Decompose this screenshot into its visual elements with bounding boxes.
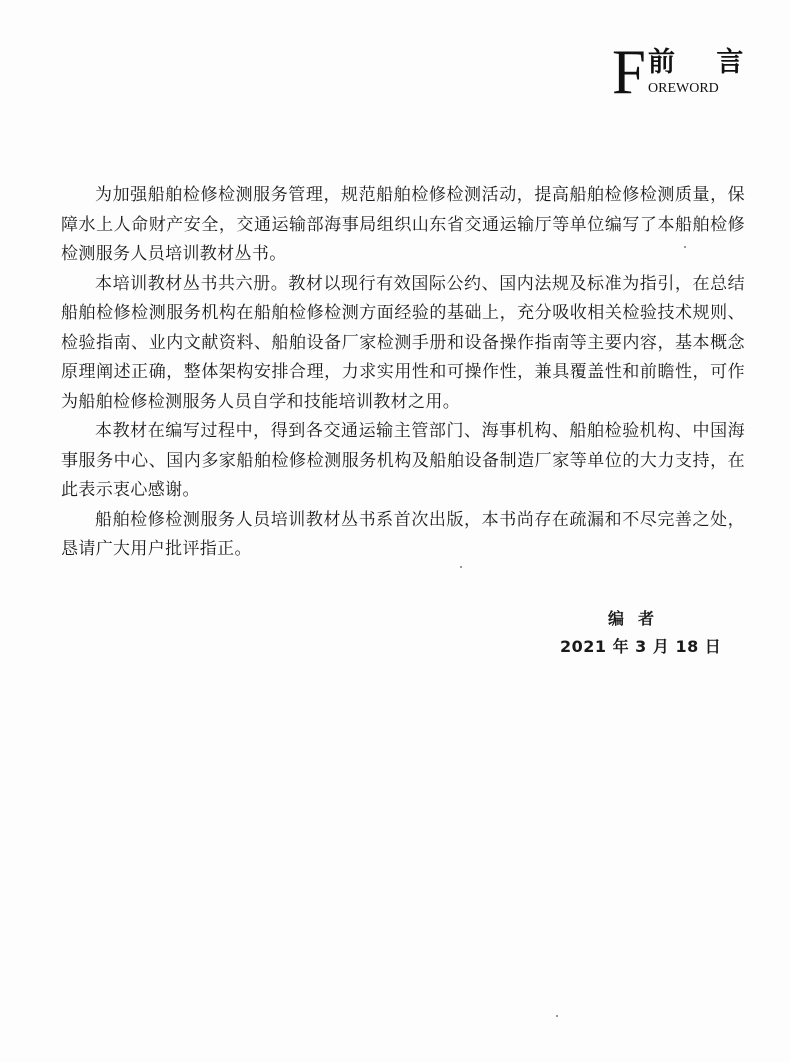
signature-editor: 编者 xyxy=(608,609,669,628)
foreword-body xyxy=(61,181,745,565)
foreword-subtitle: OREWORD xyxy=(648,81,719,96)
scan-speck xyxy=(556,1015,558,1017)
paragraph-3: 本教材在编写过程中，得到各交通运输主管部门、海事机构、船舶检验机构、中国海事服务中心、国内多家船舶检修检测服务机构及船舶设备制造厂家等单位的大力支持，在此表示衷心感谢。 xyxy=(61,421,745,500)
foreword-title: 前 言 xyxy=(648,47,760,78)
signature-block xyxy=(560,605,740,661)
paragraph-2: 本培训教材丛书共六册。教材以现行有效国际公约、国内法规及标准为指引，在总结船舶检修检测服务机构在船舶检修检测方面经验的基础上，充分吸收相关检验技术规则、检验指南、业内文献资料、船舶设备厂家检测手册和设备操作指南等主要内容，基本概念原理阐述正确，整体架构安排合理，力求实用性和可操作性，兼具覆盖性和前瞻性，可作为船舶检修检测服务人员自学和技能培训教材之用。 xyxy=(61,273,745,412)
foreword-header xyxy=(612,36,760,107)
scan-speck xyxy=(684,246,686,248)
foreword-initial: F xyxy=(612,36,646,107)
paragraph-4: 船舶检修检测服务人员培训教材丛书系首次出版，本书尚存在疏漏和不尽完善之处，恳请广大用户批评指正。 xyxy=(61,509,745,559)
signature-date: 2021 年 3 月 18 日 xyxy=(560,637,722,656)
paragraph-1: 为加强船舶检修检测服务管理，规范船舶检修检测活动，提高船舶检修检测质量，保障水上人命财产安全，交通运输部海事局组织山东省交通运输厅等单位编写了本船舶检修检测服务人员培训教材丛书。 xyxy=(61,185,745,264)
scan-speck xyxy=(460,566,462,568)
